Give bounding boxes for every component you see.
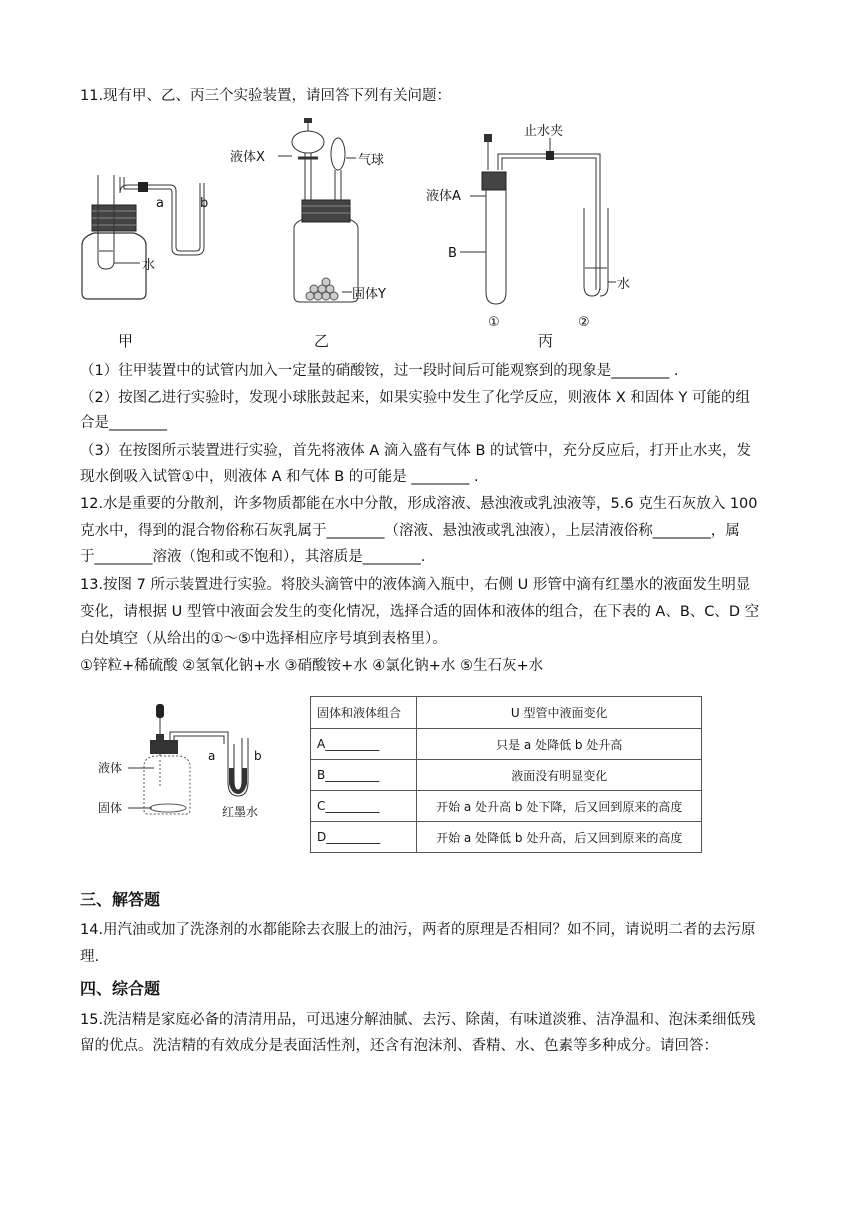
- q13-fig-label-a: a: [208, 749, 216, 763]
- yi-label-solid-y: 固体Y: [352, 287, 386, 302]
- table-row: [311, 791, 702, 822]
- q12-line1: 12.水是重要的分散剂，许多物质都能在水中分散，形成溶液、悬浊液或乳浊液等，5.6 克生石灰放入 100: [80, 496, 758, 512]
- q13-fig-label-solid: 固体: [98, 801, 123, 815]
- yi-label-balloon: 气球: [358, 153, 385, 168]
- table-row: [311, 822, 702, 853]
- caption-bing: 丙: [538, 332, 554, 350]
- q13-table: [310, 696, 702, 853]
- q13-fig-label-red-ink: 红墨水: [222, 805, 259, 819]
- q14-line1: 14.用汽油或加了洗涤剂的水都能除去衣服上的油污，两者的原理是否相同？如不同，请说明二者的去污原: [80, 922, 756, 938]
- bing-label-tube2: ②: [578, 315, 590, 330]
- figure-jia: [70, 165, 230, 305]
- q13-options: ①锌粒+稀硫酸 ②氢氧化钠+水 ③硝酸铵+水 ④氯化钠+水 ⑤生石灰+水: [80, 658, 544, 674]
- jia-label-water: 水: [142, 258, 156, 273]
- q12-line3: 于________溶液（饱和或不饱和），其溶质是________.: [80, 549, 426, 565]
- table-cell-combo: C_________: [311, 791, 417, 822]
- table-cell-change: 液面没有明显变化: [417, 760, 702, 791]
- q14-line2: 理.: [80, 949, 100, 965]
- table-cell-combo: D_________: [311, 822, 417, 853]
- caption-jia: 甲: [118, 332, 134, 350]
- q13-line3: 白处填空（从给出的①～⑤中选择相应序号填到表格里）。: [80, 631, 447, 647]
- section-3-heading: 三、解答题: [80, 890, 161, 909]
- q11-part1: （1）往甲装置中的试管内加入一定量的硝酸铵，过一段时间后可能观察到的现象是________ .: [80, 363, 679, 379]
- bing-label-liquid-a: 液体A: [426, 189, 461, 204]
- q13-line1: 13.按图 7 所示装置进行实验。将胶头滴管中的液体滴入瓶中，右侧 U 形管中滴有红墨水的液面发生明显: [80, 577, 751, 593]
- q15-line1: 15.洗洁精是家庭必备的清清用品，可迅速分解油腻、去污、除菌，有味道淡雅、洁净温和、泡沫柔细低残: [80, 1012, 756, 1028]
- table-cell-change: 开始 a 处升高 b 处下降，后又回到原来的高度: [417, 791, 702, 822]
- jia-label-a: a: [156, 196, 164, 211]
- table-cell-combo: B_________: [311, 760, 417, 791]
- q13-fig-label-b: b: [254, 749, 262, 763]
- yi-label-liquid-x: 液体X: [230, 150, 265, 165]
- jia-label-b: b: [200, 196, 209, 211]
- section-4-heading: 四、综合题: [80, 979, 161, 998]
- table-cell-change: 开始 a 处降低 b 处升高，后又回到原来的高度: [417, 822, 702, 853]
- q11-intro: 11.现有甲、乙、丙三个实验装置，请回答下列有关问题：: [80, 88, 452, 104]
- bing-label-clamp: 止水夹: [524, 124, 564, 139]
- table-row: [311, 729, 702, 760]
- table-header-change: U 型管中液面变化: [417, 697, 702, 729]
- table-header-combo: 固体和液体组合: [311, 697, 417, 729]
- q11-part2-line1: （2）按图乙进行实验时，发现小球胀鼓起来，如果实验中发生了化学反应，则液体 X 和固体 Y 可能的组: [80, 390, 750, 406]
- bing-label-gas-b: B: [448, 246, 457, 261]
- bing-label-water: 水: [617, 277, 631, 292]
- figure-yi: [228, 118, 408, 308]
- caption-yi: 乙: [314, 332, 330, 350]
- table-cell-change: 只是 a 处降低 b 处升高: [417, 729, 702, 760]
- q12-line2: 克水中，得到的混合物俗称石灰乳属于________（溶液、悬浊液或乳浊液），上层清液俗称________，属: [80, 523, 740, 539]
- q11-part3-line1: （3）在按图所示装置进行实验，首先将液体 A 滴入盛有气体 B 的试管中，充分反应后，打开止水夹，发: [80, 443, 752, 459]
- figure-bing: [420, 120, 631, 330]
- q11-part2-line2: 合是________: [80, 415, 167, 431]
- table-cell-combo: A_________: [311, 729, 417, 760]
- table-row: [311, 760, 702, 791]
- bing-label-tube1: ①: [488, 315, 500, 330]
- q13-fig-label-liquid: 液体: [98, 761, 123, 775]
- q13-line2: 变化，请根据 U 型管中液面会发生的变化情况，选择合适的固体和液体的组合，在下表的 A、B、C、D 空: [80, 604, 760, 620]
- q15-line2: 留的优点。洗洁精的有效成分是表面活性剂，还含有泡沫剂、香精、水、色素等多种成分。请回答：: [80, 1038, 718, 1054]
- q11-part3-line2: 现水倒吸入试管①中，则液体 A 和气体 B 的可能是 ________ .: [80, 469, 479, 485]
- figure-q13-apparatus: [98, 704, 288, 834]
- table-header-row: [311, 697, 702, 729]
